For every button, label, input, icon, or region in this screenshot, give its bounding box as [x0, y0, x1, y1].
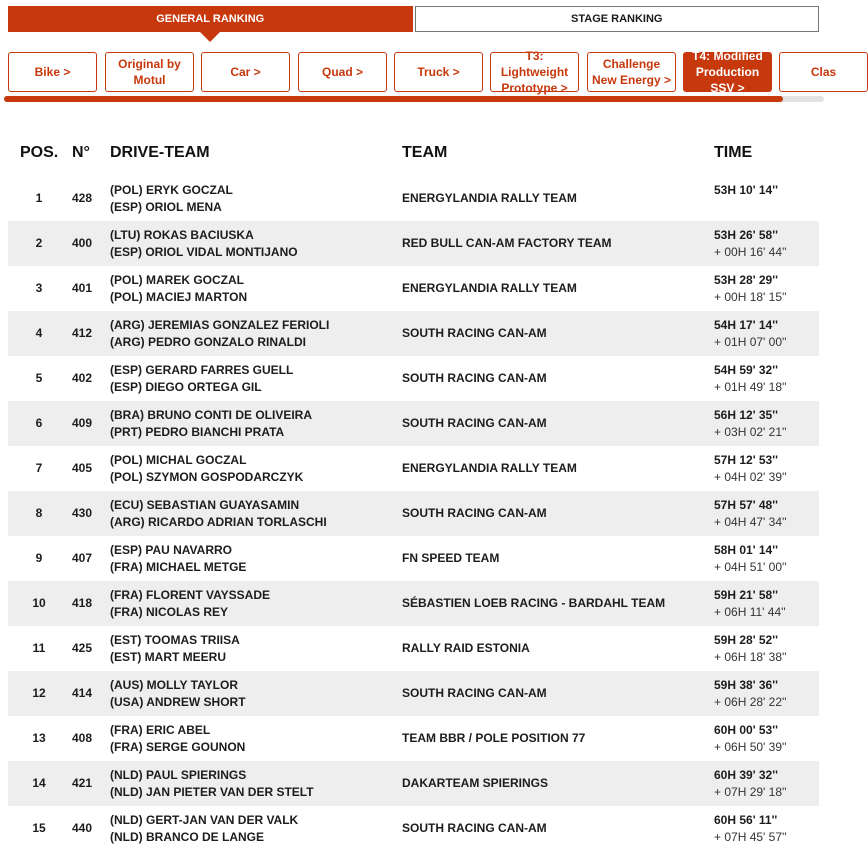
- position-cell: 12: [32, 686, 46, 700]
- crew-cell: [110, 497, 327, 531]
- time-gap: + 07H 45' 57'': [714, 830, 787, 844]
- position-cell: 7: [35, 461, 43, 475]
- category-scrollbar-thumb[interactable]: [4, 96, 783, 102]
- time-cell: [714, 317, 787, 351]
- team-cell: SOUTH RACING CAN-AM: [402, 371, 547, 385]
- crew-cell: [110, 227, 298, 261]
- ranking-table-header: [0, 142, 829, 166]
- total-time: 54H 17' 14'': [714, 318, 778, 332]
- vehicle-number-cell: 401: [72, 281, 93, 295]
- driver-name: (POL) MICHAL GOCZAL: [110, 453, 247, 467]
- codriver-name: (FRA) NICOLAS REY: [110, 605, 228, 619]
- vehicle-number-cell: 408: [72, 731, 93, 745]
- vehicle-number-cell: 409: [72, 416, 93, 430]
- driver-name: (NLD) GERT-JAN VAN DER VALK: [110, 813, 299, 827]
- crew-cell: [110, 812, 298, 846]
- position-cell: 4: [35, 326, 43, 340]
- vehicle-number-cell: 430: [72, 506, 93, 520]
- codriver-name: (EST) MART MEERU: [110, 650, 226, 664]
- time-cell: [714, 407, 787, 441]
- codriver-name: (ESP) ORIOL MENA: [110, 200, 222, 214]
- time-cell: [714, 542, 787, 576]
- position-cell: 5: [35, 371, 43, 385]
- driver-name: (LTU) ROKAS BACIUSKA: [110, 228, 254, 242]
- total-time: 57H 12' 53'': [714, 453, 778, 467]
- table-row[interactable]: [8, 536, 819, 581]
- time-gap: + 06H 28' 22'': [714, 695, 787, 709]
- position-cell: 1: [35, 191, 43, 205]
- vehicle-number-cell: 425: [72, 641, 93, 655]
- total-time: 59H 38' 36'': [714, 678, 778, 692]
- driver-name: (FRA) ERIC ABEL: [110, 723, 211, 737]
- driver-name: (NLD) PAUL SPIERINGS: [110, 768, 247, 782]
- category-tab-truck[interactable]: Truck >: [394, 52, 483, 92]
- time-gap: + 00H 18' 15'': [714, 290, 787, 304]
- crew-cell: [110, 677, 246, 711]
- vehicle-number-cell: 405: [72, 461, 93, 475]
- team-cell: SOUTH RACING CAN-AM: [402, 326, 547, 340]
- crew-cell: [110, 362, 293, 396]
- position-cell: 13: [32, 731, 46, 745]
- time-cell: [714, 677, 787, 711]
- time-cell: [714, 452, 787, 486]
- table-row[interactable]: [8, 626, 819, 671]
- team-cell: RALLY RAID ESTONIA: [402, 641, 530, 655]
- total-time: 60H 00' 53'': [714, 723, 778, 737]
- crew-cell: [110, 317, 329, 351]
- ranking-table-body: [8, 176, 819, 851]
- table-row[interactable]: [8, 311, 819, 356]
- time-gap: + 00H 16' 44'': [714, 245, 787, 259]
- position-cell: 2: [35, 236, 43, 250]
- team-cell: SOUTH RACING CAN-AM: [402, 686, 547, 700]
- crew-cell: [110, 722, 245, 756]
- category-tab-challenge-new-energy[interactable]: Challenge New Energy >: [587, 52, 676, 92]
- codriver-name: (ESP) ORIOL VIDAL MONTIJANO: [110, 245, 298, 259]
- crew-cell: [110, 407, 312, 441]
- header-num: N°: [72, 144, 90, 161]
- vehicle-number-cell: 421: [72, 776, 93, 790]
- total-time: 56H 12' 35'': [714, 408, 778, 422]
- team-cell: ENERGYLANDIA RALLY TEAM: [402, 461, 577, 475]
- position-cell: 14: [32, 776, 46, 790]
- table-row[interactable]: [8, 401, 819, 446]
- driver-name: (ECU) SEBASTIAN GUAYASAMIN: [110, 498, 300, 512]
- team-cell: TEAM BBR / POLE POSITION 77: [402, 731, 586, 745]
- total-time: 59H 28' 52'': [714, 633, 778, 647]
- position-cell: 8: [35, 506, 43, 520]
- time-cell: [714, 272, 787, 306]
- codriver-name: (PRT) PEDRO BIANCHI PRATA: [110, 425, 285, 439]
- time-gap: + 03H 02' 21'': [714, 425, 787, 439]
- stage-ranking-tab[interactable]: STAGE RANKING: [415, 6, 820, 32]
- table-row[interactable]: [8, 491, 819, 536]
- total-time: 53H 28' 29'': [714, 273, 778, 287]
- team-cell: FN SPEED TEAM: [402, 551, 500, 565]
- total-time: 54H 59' 32'': [714, 363, 778, 377]
- time-cell: [714, 722, 787, 756]
- header-time: TIME: [714, 144, 753, 161]
- category-tab-classic[interactable]: Clas: [779, 52, 868, 92]
- driver-name: (FRA) FLORENT VAYSSADE: [110, 588, 271, 602]
- general-ranking-tab[interactable]: GENERAL RANKING: [8, 6, 413, 32]
- position-cell: 3: [35, 281, 43, 295]
- position-cell: 9: [35, 551, 43, 565]
- vehicle-number-cell: 402: [72, 371, 93, 385]
- crew-cell: [110, 182, 233, 216]
- table-row[interactable]: [8, 221, 819, 266]
- time-gap: + 01H 07' 00'': [714, 335, 787, 349]
- total-time: 58H 01' 14'': [714, 543, 778, 557]
- table-row[interactable]: [8, 716, 819, 761]
- team-cell: ENERGYLANDIA RALLY TEAM: [402, 191, 577, 205]
- vehicle-number-cell: 428: [72, 191, 93, 205]
- table-row[interactable]: [8, 761, 819, 806]
- crew-cell: [110, 632, 240, 666]
- driver-name: (ESP) PAU NAVARRO: [110, 543, 233, 557]
- table-row[interactable]: [8, 806, 819, 851]
- category-tab-original-by-motul[interactable]: Original by Motul: [105, 52, 194, 92]
- position-cell: 6: [35, 416, 43, 430]
- time-gap: + 01H 49' 18'': [714, 380, 787, 394]
- time-gap: + 04H 47' 34'': [714, 515, 787, 529]
- driver-name: (ESP) GERARD FARRES GUELL: [110, 363, 294, 377]
- codriver-name: (POL) SZYMON GOSPODARCZYK: [110, 470, 304, 484]
- time-gap: + 06H 11' 44'': [714, 605, 786, 619]
- position-cell: 11: [32, 641, 46, 655]
- vehicle-number-cell: 440: [72, 821, 93, 835]
- position-cell: 10: [32, 596, 46, 610]
- codriver-name: (FRA) MICHAEL METGE: [110, 560, 247, 574]
- time-cell: [714, 362, 787, 396]
- ranking-toggle: [8, 6, 819, 32]
- time-cell: [714, 497, 787, 531]
- table-row[interactable]: [8, 266, 819, 311]
- total-time: 57H 57' 48'': [714, 498, 778, 512]
- category-tab-quad[interactable]: Quad >: [298, 52, 387, 92]
- team-cell: SOUTH RACING CAN-AM: [402, 416, 547, 430]
- crew-cell: [110, 587, 270, 621]
- total-time: 53H 26' 58'': [714, 228, 778, 242]
- codriver-name: (ESP) DIEGO ORTEGA GIL: [110, 380, 262, 394]
- vehicle-number-cell: 412: [72, 326, 93, 340]
- total-time: 60H 39' 32'': [714, 768, 778, 782]
- codriver-name: (NLD) JAN PIETER VAN DER STELT: [110, 785, 314, 799]
- time-gap: + 04H 02' 39'': [714, 470, 787, 484]
- team-cell: RED BULL CAN-AM FACTORY TEAM: [402, 236, 612, 250]
- team-cell: ENERGYLANDIA RALLY TEAM: [402, 281, 577, 295]
- vehicle-number-cell: 418: [72, 596, 93, 610]
- total-time: 59H 21' 58'': [714, 588, 778, 602]
- driver-name: (AUS) MOLLY TAYLOR: [110, 678, 239, 692]
- vehicle-number-cell: 407: [72, 551, 93, 565]
- table-row[interactable]: [8, 176, 819, 221]
- header-drive-team: DRIVE-TEAM: [110, 144, 210, 161]
- driver-name: (POL) MAREK GOCZAL: [110, 273, 244, 287]
- time-cell: [714, 812, 787, 846]
- time-cell: [714, 587, 786, 621]
- crew-cell: [110, 452, 303, 486]
- category-tab-t3[interactable]: T3: Lightweight Prototype >: [490, 52, 579, 92]
- vehicle-number-cell: 400: [72, 236, 93, 250]
- header-pos: POS.: [20, 144, 59, 161]
- driver-name: (EST) TOOMAS TRIISA: [110, 633, 240, 647]
- crew-cell: [110, 542, 246, 576]
- total-time: 53H 10' 14'': [714, 183, 778, 197]
- table-row[interactable]: [8, 581, 819, 626]
- time-cell: [714, 632, 787, 666]
- codriver-name: (NLD) BRANCO DE LANGE: [110, 830, 264, 844]
- category-tab-t4[interactable]: T4: Modified Production SSV >: [683, 52, 772, 92]
- header-team: TEAM: [402, 144, 448, 161]
- table-row[interactable]: [8, 671, 819, 716]
- team-cell: SÉBASTIEN LOEB RACING - BARDAHL TEAM: [402, 596, 666, 610]
- codriver-name: (FRA) SERGE GOUNON: [110, 740, 246, 754]
- codriver-name: (ARG) RICARDO ADRIAN TORLASCHI: [110, 515, 327, 529]
- codriver-name: (POL) MACIEJ MARTON: [110, 290, 248, 304]
- time-gap: + 06H 18' 38'': [714, 650, 787, 664]
- category-tab-bike[interactable]: Bike >: [8, 52, 97, 92]
- total-time: 60H 56' 11'': [714, 813, 778, 827]
- crew-cell: [110, 272, 247, 306]
- table-row[interactable]: [8, 356, 819, 401]
- crew-cell: [110, 767, 314, 801]
- time-cell: [714, 182, 778, 199]
- driver-name: (POL) ERYK GOCZAL: [110, 183, 233, 197]
- codriver-name: (ARG) PEDRO GONZALO RINALDI: [110, 335, 306, 349]
- time-gap: + 06H 50' 39'': [714, 740, 787, 754]
- time-cell: [714, 767, 787, 801]
- category-tab-car[interactable]: Car >: [201, 52, 290, 92]
- position-cell: 15: [32, 821, 46, 835]
- vehicle-number-cell: 414: [72, 686, 93, 700]
- category-tabs: [8, 49, 837, 95]
- driver-name: (BRA) BRUNO CONTI DE OLIVEIRA: [110, 408, 312, 422]
- table-row[interactable]: [8, 446, 819, 491]
- time-gap: + 07H 29' 18'': [714, 785, 787, 799]
- time-cell: [714, 227, 787, 261]
- team-cell: DAKARTEAM SPIERINGS: [402, 776, 549, 790]
- codriver-name: (USA) ANDREW SHORT: [110, 695, 246, 709]
- time-gap: + 04H 51' 00'': [714, 560, 787, 574]
- driver-name: (ARG) JEREMIAS GONZALEZ FERIOLI: [110, 318, 330, 332]
- category-scrollbar[interactable]: [4, 96, 824, 102]
- team-cell: SOUTH RACING CAN-AM: [402, 506, 547, 520]
- team-cell: SOUTH RACING CAN-AM: [402, 821, 547, 835]
